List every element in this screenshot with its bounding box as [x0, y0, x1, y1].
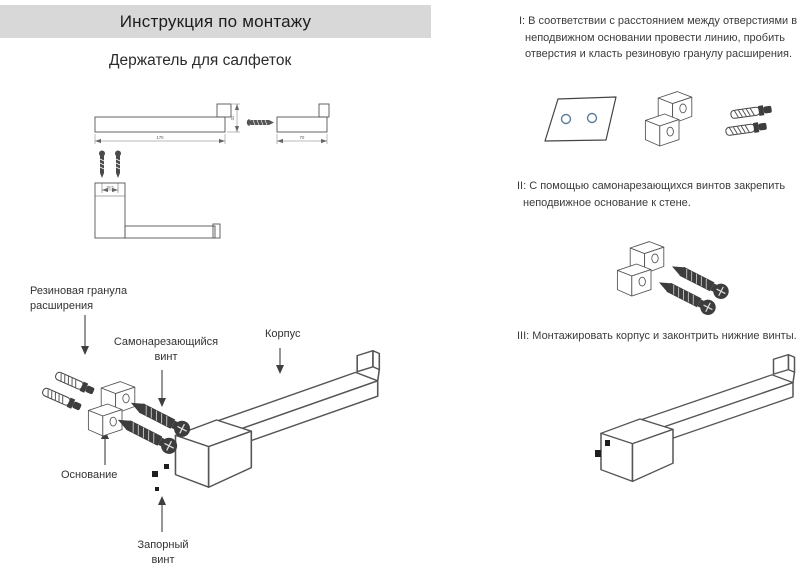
exploded-parts-drawing [18, 278, 388, 572]
label-lock-screw: Запорный винт [137, 539, 189, 566]
label-rubber-granule: Резиновая гранула расширения [30, 285, 128, 312]
step-1-illustration [535, 88, 785, 168]
title-band [0, 5, 431, 38]
step-2-illustration [605, 228, 775, 328]
base-block-drawing [645, 92, 691, 146]
lock-screws-drawing [152, 464, 169, 491]
anchor-plug-drawing [725, 104, 772, 137]
label-self-tapping-screw: Самонарезающийся винт [113, 336, 219, 363]
holder-body-drawing [175, 351, 379, 488]
dim-hole-spacing-value: 38.5 [106, 185, 114, 190]
step-2-text: II: С помощью самонарезающихся винтов закрепить неподвижное основание к стене. [517, 180, 786, 209]
dim-length [95, 134, 225, 144]
label-base: Основание [61, 469, 118, 481]
dim-length-value: 170 [156, 135, 164, 140]
page-title: Инструкция по монтажу [119, 11, 312, 31]
dim-depth-value: 70 [299, 135, 305, 140]
screw-small-drawing [247, 119, 274, 125]
holder-body-drawing [601, 355, 795, 482]
step-3-illustration [582, 352, 797, 487]
dim-hole-spacing [102, 186, 118, 191]
label-body: Корпус [265, 328, 301, 340]
step-3-text: III: Монтажировать корпус и законтрить нижние винты. [517, 330, 797, 342]
wall-plate-drawing [545, 97, 616, 141]
top-view [95, 151, 220, 239]
dim-depth [277, 134, 327, 144]
base-block-drawing [617, 242, 663, 296]
technical-drawing [80, 95, 340, 265]
self-tapping-screws-drawing [655, 259, 731, 317]
anchor-plug-drawing [41, 370, 96, 412]
side-view-long [95, 104, 231, 132]
dim-height [227, 104, 240, 132]
side-view-short [247, 104, 329, 132]
dim-height-value: 32 [230, 115, 235, 121]
mounting-screws-top [99, 151, 121, 179]
step-1-text: I: В соответствии с расстоянием между отверстиями в неподвижном основании провести линию, пробить отверстия и класть резиновую гранулу расширения. [519, 15, 798, 60]
product-subtitle: Держатель для салфеток [109, 52, 292, 69]
exploded-diagram [18, 278, 388, 572]
